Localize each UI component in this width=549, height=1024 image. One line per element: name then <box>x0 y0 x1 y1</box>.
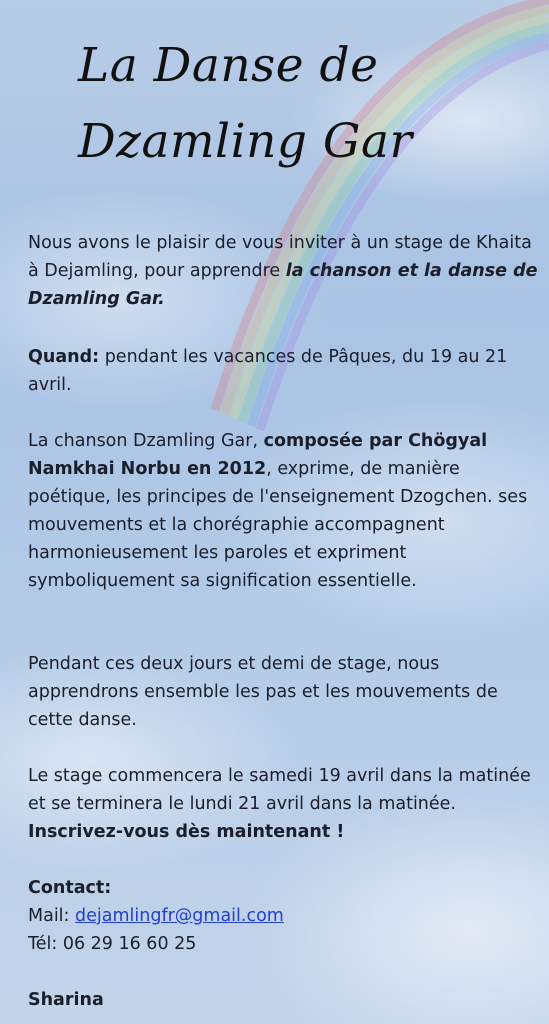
when-text: pendant les vacances de Pâques, du 19 au 21 avril. <box>28 347 508 395</box>
contact-mail-line <box>28 902 542 930</box>
song-prefix: La chanson Dzamling Gar, <box>28 431 264 451</box>
schedule-text: Le stage commencera le samedi 19 avril dans la matinée et se terminera le lundi 21 avril dans la matinée. <box>28 766 531 814</box>
days-paragraph: Pendant ces deux jours et demi de stage, nous apprendrons ensemble les pas et les mouvements de cette danse. <box>28 654 498 730</box>
contact-block <box>28 874 542 958</box>
song-composer: composée par Chögyal Namkhai Norbu en 2012 <box>28 431 488 479</box>
contact-phone-line <box>28 930 542 958</box>
phone-label: Tél: <box>28 934 63 954</box>
email-link[interactable]: dejamlingfr@gmail.com <box>75 906 284 926</box>
mail-label: Mail: <box>28 906 76 926</box>
song-suffix: , exprime, de manière poétique, les principes de l'enseignement Dzogchen. ses mouvements et la chorégraphie accompagnent harmonieusement les paroles et expriment symboliquement sa signification essentielle. <box>28 459 528 591</box>
when-paragraph <box>28 343 542 399</box>
intro-text: Nous avons le plaisir de vous inviter à un stage de Khaita à Dejamling, pour apprendre <box>28 233 532 281</box>
when-label: Quand: <box>28 347 100 367</box>
intro-emphasis: la chanson et la danse de Dzamling Gar. <box>28 261 538 309</box>
contact-label: Contact: <box>28 878 112 898</box>
phone-number: 06 29 16 60 25 <box>62 934 197 954</box>
signup-call-to-action: Inscrivez-vous dès maintenant ! <box>28 822 345 842</box>
intro-paragraph <box>28 229 542 313</box>
signature: Sharina <box>28 990 104 1010</box>
page-title: La Danse de Dzamling Gar <box>78 38 413 169</box>
song-paragraph <box>28 427 542 595</box>
schedule-paragraph <box>28 762 542 846</box>
